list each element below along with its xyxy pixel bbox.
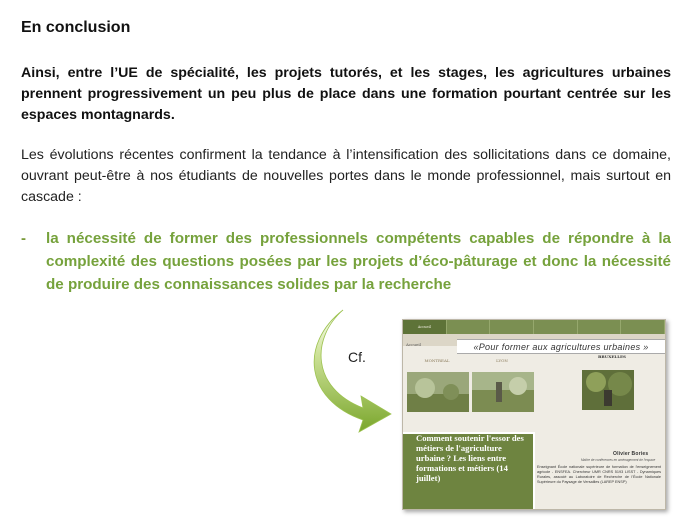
bullet-text: la nécessité de former des professionnels compétents capables de répondre à la complexité des questions posées par les projets d’éco-pâturage et donc la nécessité de produire des connaissances solides par la recherche: [46, 230, 671, 293]
author-name: Olivier Bories: [613, 451, 649, 457]
intro-paragraph: Ainsi, entre l’UE de spécialité, les projets tutorés, et les stages, les agricultures urbaines prennent progressivement un peu plus de place dans une formation pourtant centrée sur les espaces montagnards.: [21, 65, 671, 123]
author-role: Maître de conférences en aménagement de l'espace: [581, 458, 656, 462]
nav-bar: [403, 320, 665, 334]
nav-tab: [490, 320, 534, 334]
nav-tab-accueil: Accueil: [403, 320, 447, 334]
breadcrumb: Accueil: [406, 342, 421, 347]
event-lyon-label: LYON: [496, 358, 508, 363]
nav-tab: [534, 320, 578, 334]
photo-garden-montreal: [407, 372, 469, 412]
event-montreal-label: MONTREAL: [424, 358, 450, 363]
site-banner: «Pour former aux agricultures urbaines »: [457, 339, 665, 354]
bullet-dash: -: [21, 230, 26, 247]
nav-tab: [578, 320, 622, 334]
evolution-paragraph: Les évolutions récentes confirment la tendance à l’intensification des sollicitations dans ce domaine, ouvrant peut-être à nos étudiants de nouvelles portes dans le monde professionnel, mais surtout en cascade :: [21, 147, 671, 205]
author-bio: Enseignant École nationale supérieure de formation de l'enseignement agricole - ENSFEA. Chercheur UMR CNRS 5193 LISST - Dynamiques Rurales, associé au Laboratoire de Recherche de l'École Nationale Supérieure du Paysage de Versailles (LAREP ENSP): [537, 465, 661, 484]
event-bruxelles-label: BRUXELLES: [598, 354, 626, 359]
slide-title: En conclusion: [21, 19, 131, 36]
photo-garden-lyon: [472, 372, 534, 412]
photo-bruxelles: [582, 370, 634, 410]
curved-arrow-icon: [305, 308, 395, 433]
nav-tab: [621, 320, 665, 334]
overlay-text: Comment soutenir l'essor des métiers de l'agriculture urbaine ? Les liens entre formations et métiers (14 juillet): [416, 433, 524, 483]
website-screenshot: [402, 319, 666, 510]
nav-tab: [447, 320, 491, 334]
cf-label: Cf.: [348, 349, 366, 365]
